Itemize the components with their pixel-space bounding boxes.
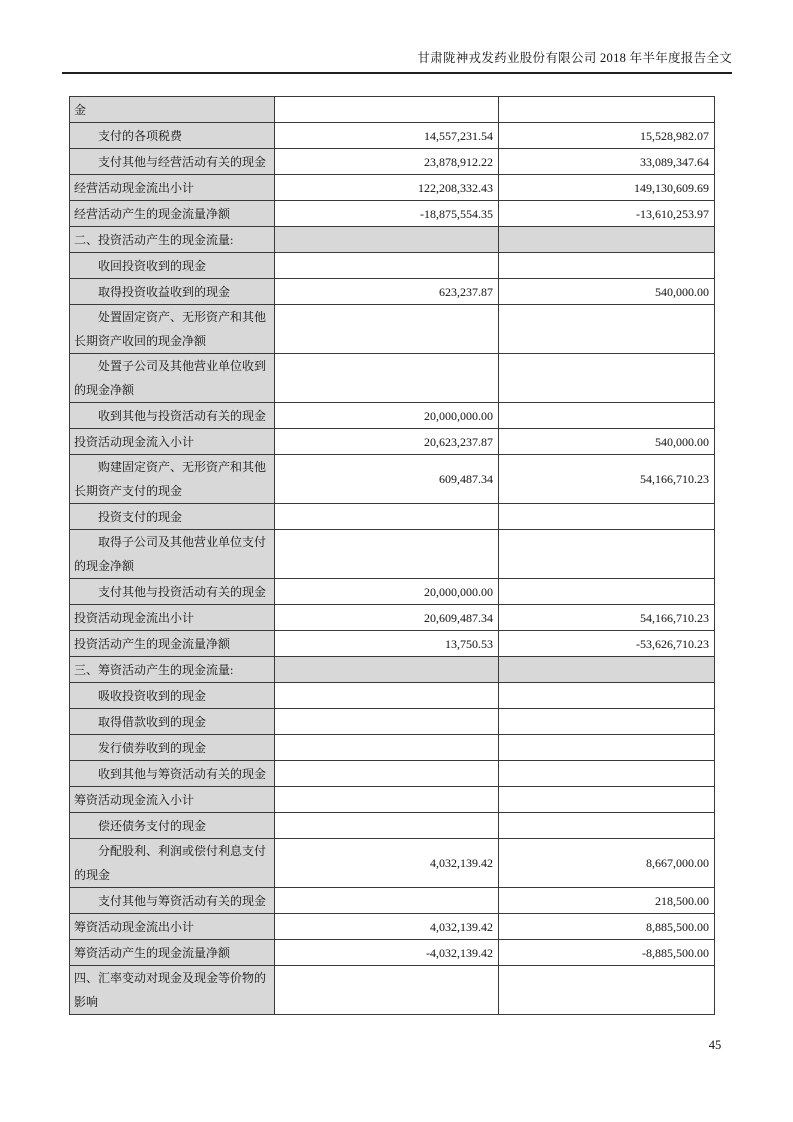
row-value-prior-period <box>499 227 715 253</box>
row-value-prior-period: 54,166,710.23 <box>499 605 715 631</box>
row-label: 三、筹资活动产生的现金流量: <box>70 657 275 683</box>
table-row <box>70 761 715 787</box>
row-value-current-period <box>275 305 499 354</box>
table-row <box>70 735 715 761</box>
row-value-prior-period: -8,885,500.00 <box>499 940 715 966</box>
table-row <box>70 429 715 455</box>
row-label: 二、投资活动产生的现金流量: <box>70 227 275 253</box>
page-number: 45 <box>708 1038 722 1052</box>
row-label: 取得借款收到的现金 <box>70 709 275 735</box>
row-value-prior-period: 540,000.00 <box>499 429 715 455</box>
row-value-current-period <box>275 888 499 914</box>
row-value-current-period: 14,557,231.54 <box>275 123 499 149</box>
row-value-current-period: -18,875,554.35 <box>275 201 499 227</box>
table-row <box>70 455 715 504</box>
table-row <box>70 201 715 227</box>
row-label: 处置固定资产、无形资产和其他长期资产收回的现金净额 <box>70 305 275 354</box>
table-row <box>70 631 715 657</box>
row-value-current-period <box>275 354 499 403</box>
row-value-prior-period <box>499 530 715 579</box>
row-value-current-period <box>275 657 499 683</box>
row-value-prior-period <box>499 683 715 709</box>
row-value-current-period: 20,000,000.00 <box>275 579 499 605</box>
row-label: 投资支付的现金 <box>70 504 275 530</box>
row-value-prior-period: 33,089,347.64 <box>499 149 715 175</box>
table-row <box>70 787 715 813</box>
row-value-prior-period: 8,667,000.00 <box>499 839 715 888</box>
row-value-current-period <box>275 813 499 839</box>
table-row <box>70 605 715 631</box>
row-value-prior-period <box>499 735 715 761</box>
row-label: 金 <box>70 97 275 123</box>
row-label: 取得投资收益收到的现金 <box>70 279 275 305</box>
row-label: 投资活动现金流出小计 <box>70 605 275 631</box>
row-value-prior-period <box>499 504 715 530</box>
row-value-current-period <box>275 735 499 761</box>
row-label: 支付其他与经营活动有关的现金 <box>70 149 275 175</box>
row-value-current-period: 20,623,237.87 <box>275 429 499 455</box>
row-value-current-period: 623,237.87 <box>275 279 499 305</box>
row-label: 购建固定资产、无形资产和其他长期资产支付的现金 <box>70 455 275 504</box>
row-value-prior-period: 54,166,710.23 <box>499 455 715 504</box>
row-label: 收到其他与筹资活动有关的现金 <box>70 761 275 787</box>
row-label: 收回投资收到的现金 <box>70 253 275 279</box>
row-value-prior-period: 15,528,982.07 <box>499 123 715 149</box>
row-value-current-period <box>275 683 499 709</box>
table-row <box>70 504 715 530</box>
row-value-current-period <box>275 97 499 123</box>
table-row <box>70 403 715 429</box>
table-row <box>70 123 715 149</box>
table-row <box>70 657 715 683</box>
row-value-prior-period <box>499 354 715 403</box>
row-value-current-period <box>275 761 499 787</box>
row-value-prior-period: -13,610,253.97 <box>499 201 715 227</box>
row-value-prior-period <box>499 813 715 839</box>
report-header-title: 甘肃陇神戎发药业股份有限公司 2018 年半年度报告全文 <box>62 50 732 74</box>
row-value-current-period <box>275 530 499 579</box>
row-value-current-period <box>275 709 499 735</box>
row-label: 经营活动产生的现金流量净额 <box>70 201 275 227</box>
table-row <box>70 149 715 175</box>
row-value-current-period: 13,750.53 <box>275 631 499 657</box>
row-value-prior-period <box>499 966 715 1015</box>
row-label: 处置子公司及其他营业单位收到的现金净额 <box>70 354 275 403</box>
row-value-prior-period <box>499 761 715 787</box>
row-value-prior-period <box>499 657 715 683</box>
row-value-prior-period <box>499 787 715 813</box>
row-value-prior-period <box>499 305 715 354</box>
row-value-current-period <box>275 966 499 1015</box>
table-row <box>70 227 715 253</box>
row-label: 四、汇率变动对现金及现金等价物的影响 <box>70 966 275 1015</box>
row-label: 支付的各项税费 <box>70 123 275 149</box>
cash-flow-statement-table <box>69 96 715 1015</box>
row-value-current-period: 20,000,000.00 <box>275 403 499 429</box>
table-row <box>70 253 715 279</box>
row-label: 投资活动现金流入小计 <box>70 429 275 455</box>
row-value-prior-period <box>499 579 715 605</box>
row-value-current-period <box>275 227 499 253</box>
table-row <box>70 683 715 709</box>
table-row <box>70 579 715 605</box>
row-label: 偿还债务支付的现金 <box>70 813 275 839</box>
row-label: 发行债券收到的现金 <box>70 735 275 761</box>
row-label: 筹资活动现金流出小计 <box>70 914 275 940</box>
row-label: 筹资活动现金流入小计 <box>70 787 275 813</box>
table-row <box>70 97 715 123</box>
row-value-prior-period: 540,000.00 <box>499 279 715 305</box>
row-value-prior-period: 149,130,609.69 <box>499 175 715 201</box>
row-label: 取得子公司及其他营业单位支付的现金净额 <box>70 530 275 579</box>
row-value-current-period: 23,878,912.22 <box>275 149 499 175</box>
row-label: 分配股利、利润或偿付利息支付的现金 <box>70 839 275 888</box>
row-value-current-period: 609,487.34 <box>275 455 499 504</box>
row-label: 收到其他与投资活动有关的现金 <box>70 403 275 429</box>
row-value-current-period: 20,609,487.34 <box>275 605 499 631</box>
table-row <box>70 709 715 735</box>
table-row <box>70 354 715 403</box>
row-value-prior-period: -53,626,710.23 <box>499 631 715 657</box>
row-value-prior-period <box>499 709 715 735</box>
row-value-current-period <box>275 253 499 279</box>
row-label: 支付其他与投资活动有关的现金 <box>70 579 275 605</box>
row-value-current-period: 4,032,139.42 <box>275 839 499 888</box>
table-row <box>70 914 715 940</box>
row-value-prior-period: 218,500.00 <box>499 888 715 914</box>
table-row <box>70 888 715 914</box>
row-value-current-period: 122,208,332.43 <box>275 175 499 201</box>
table-row <box>70 940 715 966</box>
row-label: 支付其他与筹资活动有关的现金 <box>70 888 275 914</box>
row-value-current-period <box>275 504 499 530</box>
table-row <box>70 175 715 201</box>
row-label: 投资活动产生的现金流量净额 <box>70 631 275 657</box>
row-value-prior-period <box>499 97 715 123</box>
table-row <box>70 966 715 1015</box>
row-value-prior-period: 8,885,500.00 <box>499 914 715 940</box>
row-value-current-period: -4,032,139.42 <box>275 940 499 966</box>
row-value-prior-period <box>499 253 715 279</box>
table-row <box>70 305 715 354</box>
row-label: 经营活动现金流出小计 <box>70 175 275 201</box>
table-row <box>70 813 715 839</box>
row-value-prior-period <box>499 403 715 429</box>
row-value-current-period: 4,032,139.42 <box>275 914 499 940</box>
cash-flow-table-body <box>70 97 715 1015</box>
row-label: 吸收投资收到的现金 <box>70 683 275 709</box>
table-row <box>70 839 715 888</box>
table-row <box>70 279 715 305</box>
row-label: 筹资活动产生的现金流量净额 <box>70 940 275 966</box>
row-value-current-period <box>275 787 499 813</box>
table-row <box>70 530 715 579</box>
